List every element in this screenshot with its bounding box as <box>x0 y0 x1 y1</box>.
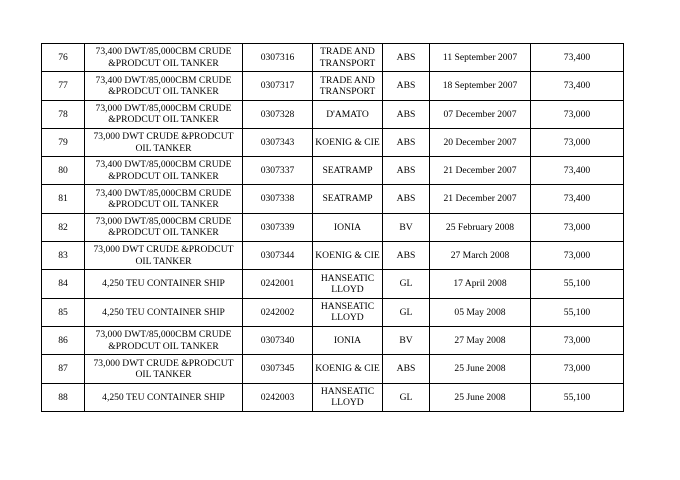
vessel-type-text: 73,000 DWT CRUDE &PRODCUT OIL TANKER <box>93 244 234 267</box>
class-society: ABS <box>383 242 430 270</box>
table-row <box>42 242 624 270</box>
owner: HANSEATIC LLOYD <box>313 298 383 326</box>
vessel-type-text: 73,400 DWT/85,000CBM CRUDE &PRODCUT OIL TANKER <box>95 159 232 182</box>
class-society: ABS <box>383 72 430 100</box>
owner: HANSEATIC LLOYD <box>313 270 383 298</box>
deadweight: 73,400 <box>531 185 624 213</box>
vessel-type <box>85 128 243 156</box>
deadweight: 55,100 <box>531 383 624 411</box>
hull-number: 0307339 <box>243 213 313 241</box>
delivery-date: 21 December 2007 <box>430 185 531 213</box>
vessel-type <box>85 383 243 411</box>
row-number: 83 <box>42 242 85 270</box>
vessel-type-text: 4,250 TEU CONTAINER SHIP <box>102 306 225 318</box>
deadweight: 73,000 <box>531 326 624 354</box>
hull-number: 0307316 <box>243 44 313 72</box>
hull-number: 0307338 <box>243 185 313 213</box>
class-society: ABS <box>383 100 430 128</box>
delivery-date: 25 February 2008 <box>430 213 531 241</box>
owner: TRADE AND TRANSPORT <box>313 72 383 100</box>
owner: KOENIG & CIE <box>313 242 383 270</box>
table-row <box>42 72 624 100</box>
ship-delivery-table <box>41 43 624 412</box>
owner: KOENIG & CIE <box>313 355 383 383</box>
delivery-date: 07 December 2007 <box>430 100 531 128</box>
vessel-type <box>85 72 243 100</box>
row-number: 84 <box>42 270 85 298</box>
deadweight: 73,000 <box>531 128 624 156</box>
delivery-date: 25 June 2008 <box>430 383 531 411</box>
vessel-type-text: 73,000 DWT/85,000CBM CRUDE &PRODCUT OIL TANKER <box>95 102 232 126</box>
owner: IONIA <box>313 213 383 241</box>
class-society: ABS <box>383 44 430 72</box>
class-society: ABS <box>383 355 430 383</box>
vessel-type-text: 4,250 TEU CONTAINER SHIP <box>102 391 225 403</box>
table-row <box>42 383 624 411</box>
deadweight: 73,000 <box>531 100 624 128</box>
owner: SEATRAMP <box>313 157 383 185</box>
table-row <box>42 213 624 241</box>
hull-number: 0307337 <box>243 157 313 185</box>
vessel-type-text: 73,000 DWT/85,000CBM CRUDE &PRODCUT OIL TANKER <box>95 329 232 352</box>
table-row <box>42 326 624 354</box>
hull-number: 0307343 <box>243 128 313 156</box>
vessel-type <box>85 100 243 128</box>
owner: HANSEATIC LLOYD <box>313 383 383 411</box>
class-society: ABS <box>383 185 430 213</box>
table-row <box>42 298 624 326</box>
owner: KOENIG & CIE <box>313 128 383 156</box>
table-row <box>42 355 624 383</box>
vessel-type <box>85 44 243 72</box>
row-number: 82 <box>42 213 85 241</box>
owner: TRADE AND TRANSPORT <box>313 44 383 72</box>
hull-number: 0307328 <box>243 100 313 128</box>
row-number: 80 <box>42 157 85 185</box>
vessel-type <box>85 326 243 354</box>
hull-number: 0242001 <box>243 270 313 298</box>
class-society: GL <box>383 298 430 326</box>
class-society: BV <box>383 213 430 241</box>
hull-number: 0242002 <box>243 298 313 326</box>
vessel-type <box>85 157 243 185</box>
vessel-type <box>85 270 243 298</box>
delivery-date: 20 December 2007 <box>430 128 531 156</box>
deadweight: 73,000 <box>531 242 624 270</box>
vessel-type-text: 73,000 DWT CRUDE &PRODCUT OIL TANKER <box>93 357 234 380</box>
vessel-type-text: 73,400 DWT/85,000CBM CRUDE &PRODCUT OIL TANKER <box>95 187 232 211</box>
hull-number: 0307340 <box>243 326 313 354</box>
table-row <box>42 44 624 72</box>
class-society: ABS <box>383 157 430 185</box>
deadweight: 73,400 <box>531 72 624 100</box>
vessel-type-text: 73,000 DWT CRUDE &PRODCUT OIL TANKER <box>93 131 234 154</box>
delivery-date: 17 April 2008 <box>430 270 531 298</box>
class-society: GL <box>383 270 430 298</box>
delivery-date: 27 March 2008 <box>430 242 531 270</box>
table-row <box>42 157 624 185</box>
delivery-date: 11 September 2007 <box>430 44 531 72</box>
delivery-date: 27 May 2008 <box>430 326 531 354</box>
deadweight: 73,400 <box>531 157 624 185</box>
row-number: 81 <box>42 185 85 213</box>
row-number: 87 <box>42 355 85 383</box>
row-number: 76 <box>42 44 85 72</box>
vessel-type-text: 73,000 DWT/85,000CBM CRUDE &PRODCUT OIL TANKER <box>95 216 232 239</box>
row-number: 85 <box>42 298 85 326</box>
delivery-date: 05 May 2008 <box>430 298 531 326</box>
vessel-type <box>85 355 243 383</box>
deadweight: 73,000 <box>531 213 624 241</box>
vessel-type <box>85 185 243 213</box>
owner: D'AMATO <box>313 100 383 128</box>
owner: SEATRAMP <box>313 185 383 213</box>
class-society: BV <box>383 326 430 354</box>
hull-number: 0307317 <box>243 72 313 100</box>
delivery-date: 18 September 2007 <box>430 72 531 100</box>
vessel-type <box>85 242 243 270</box>
hull-number: 0307344 <box>243 242 313 270</box>
row-number: 88 <box>42 383 85 411</box>
table-row <box>42 185 624 213</box>
table-row <box>42 270 624 298</box>
vessel-type-text: 4,250 TEU CONTAINER SHIP <box>102 278 225 290</box>
deadweight: 73,400 <box>531 44 624 72</box>
row-number: 77 <box>42 72 85 100</box>
delivery-date: 25 June 2008 <box>430 355 531 383</box>
row-number: 79 <box>42 128 85 156</box>
hull-number: 0242003 <box>243 383 313 411</box>
hull-number: 0307345 <box>243 355 313 383</box>
table-row <box>42 128 624 156</box>
class-society: GL <box>383 383 430 411</box>
vessel-type-text: 73,400 DWT/85,000CBM CRUDE &PRODCUT OIL TANKER <box>95 46 232 69</box>
deadweight: 55,100 <box>531 298 624 326</box>
row-number: 86 <box>42 326 85 354</box>
class-society: ABS <box>383 128 430 156</box>
deadweight: 73,000 <box>531 355 624 383</box>
delivery-date: 21 December 2007 <box>430 157 531 185</box>
vessel-type <box>85 213 243 241</box>
table-row <box>42 100 624 128</box>
vessel-type <box>85 298 243 326</box>
deadweight: 55,100 <box>531 270 624 298</box>
vessel-type-text: 73,400 DWT/85,000CBM CRUDE &PRODCUT OIL TANKER <box>95 74 232 97</box>
owner: IONIA <box>313 326 383 354</box>
row-number: 78 <box>42 100 85 128</box>
